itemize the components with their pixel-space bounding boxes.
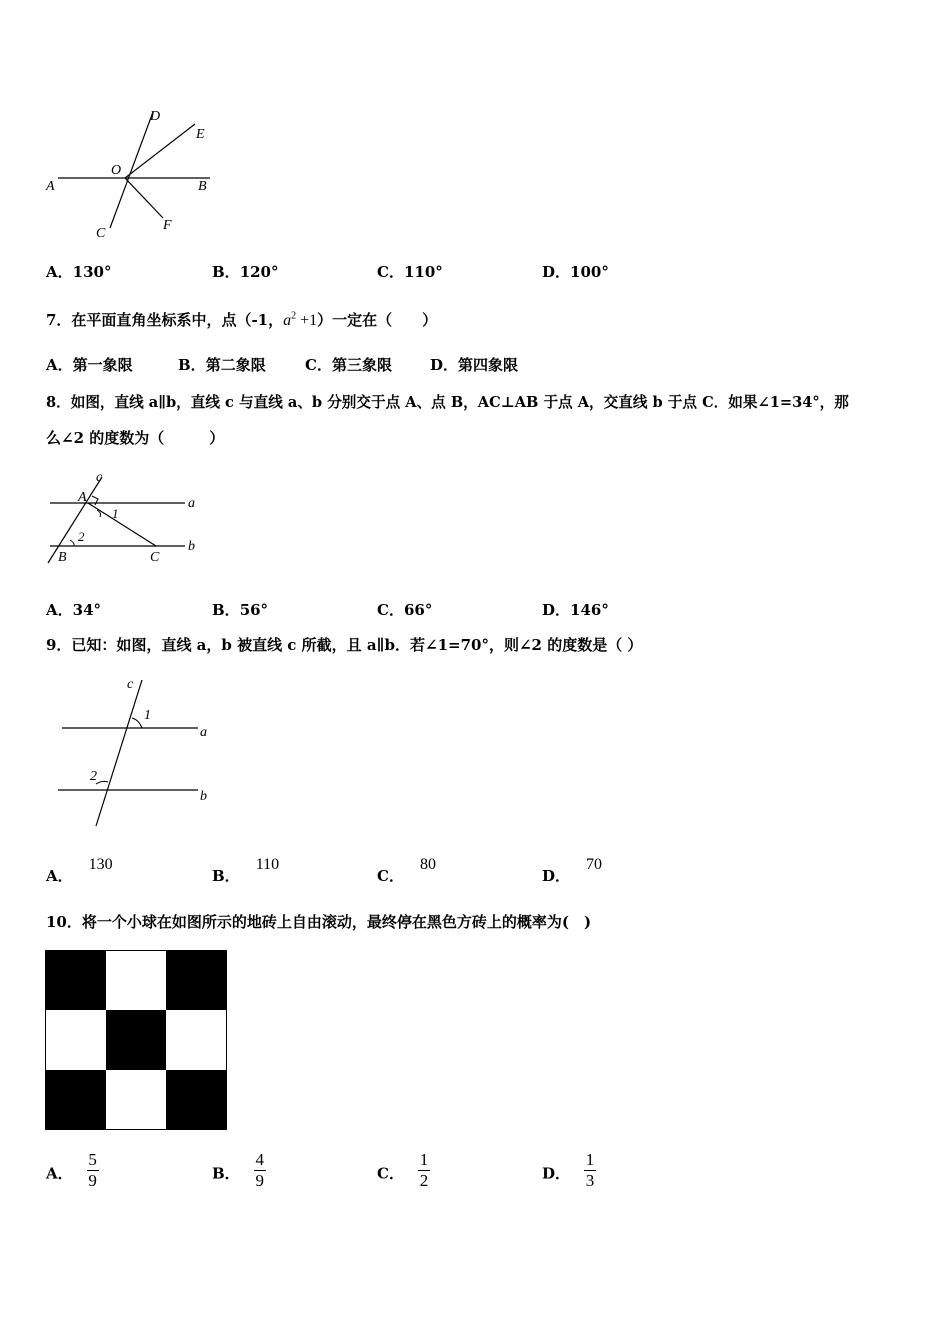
label-1: 1 xyxy=(144,708,151,723)
q10-option-b: B． $\frac{4}{9}$ xyxy=(212,1150,264,1190)
q9-option-c: C．80 xyxy=(377,856,436,885)
label-E: E xyxy=(196,127,205,142)
q10-option-d: D． $\frac{1}{3}$ xyxy=(542,1150,595,1190)
tile-black xyxy=(106,1010,166,1069)
q7-option-b: B．第二象限 xyxy=(178,356,266,374)
label-F: F xyxy=(163,218,172,233)
label-c: c xyxy=(96,470,103,485)
label-1: 1 xyxy=(112,506,119,521)
q6-option-a: A．130° xyxy=(46,263,112,281)
q9-stem: 9．已知：如图，直线 a，b 被直线 c 所截，且 a∥b．若∠1=70°，则∠2 的度数是（ ） xyxy=(46,636,643,654)
q6-option-c: C．110° xyxy=(377,263,443,281)
q7-math: $a^2 +1$ xyxy=(283,310,318,329)
q7-option-c: C．第三象限 xyxy=(305,356,392,374)
label-O: O xyxy=(111,163,122,178)
q9-option-b: B．110 xyxy=(212,856,280,885)
tile-black xyxy=(46,1070,106,1129)
q8-stem-line1: 8．如图，直线 a∥b，直线 c 与直线 a、b 分别交于点 A、点 B，AC⊥AB 于点 A，交直线 b 于点 C．如果∠1=34°，那 xyxy=(46,394,849,411)
q8-option-b: B．56° xyxy=(212,601,269,619)
q6-option-b: B．120° xyxy=(212,263,279,281)
label-2: 2 xyxy=(78,529,85,544)
q10-stem: 10．将一个小球在如图所示的地砖上自由滚动，最终停在黑色方砖上的概率为( ) xyxy=(46,913,592,931)
tile-white xyxy=(106,951,166,1010)
q9-option-a: A．130 xyxy=(46,856,113,885)
q6-figure xyxy=(40,100,220,245)
label-a: a xyxy=(200,725,207,740)
label-B: B xyxy=(58,550,67,565)
q8-stem-line2: 么∠2 的度数为（ ） xyxy=(46,429,225,447)
q10-option-a: A． $\frac{5}{9}$ xyxy=(46,1150,97,1190)
tile-black xyxy=(46,951,106,1010)
label-C: C xyxy=(96,226,106,241)
q9-option-d: D．70 xyxy=(542,856,603,885)
tile-white xyxy=(106,1070,166,1129)
q7-option-d: D．第四象限 xyxy=(430,356,519,374)
tile-grid xyxy=(45,950,227,1130)
label-A: A xyxy=(78,490,87,505)
label-c: c xyxy=(127,677,134,692)
q10-option-c: C． $\frac{1}{2}$ xyxy=(377,1150,429,1190)
q9-figure xyxy=(50,672,220,832)
q8-option-c: C．66° xyxy=(377,601,433,619)
tile-black xyxy=(166,951,226,1010)
label-C: C xyxy=(150,550,160,565)
q8-option-a: A．34° xyxy=(46,601,102,619)
label-A: A xyxy=(46,179,55,194)
label-2: 2 xyxy=(90,769,97,784)
label-D: D xyxy=(150,109,161,124)
q8-option-d: D．146° xyxy=(542,601,609,619)
tile-white xyxy=(46,1010,106,1069)
label-B: B xyxy=(198,179,207,194)
tile-white xyxy=(166,1010,226,1069)
q8-figure xyxy=(40,465,210,570)
label-b: b xyxy=(200,789,207,804)
label-b: b xyxy=(188,539,195,554)
label-a: a xyxy=(188,496,195,511)
q7-option-a: A．第一象限 xyxy=(46,356,133,374)
q6-option-d: D．100° xyxy=(542,263,609,281)
tile-black xyxy=(166,1070,226,1129)
q7-stem: 7．在平面直角坐标系中，点（-1，$a^2 +1$）一定在（ ） xyxy=(46,310,438,329)
